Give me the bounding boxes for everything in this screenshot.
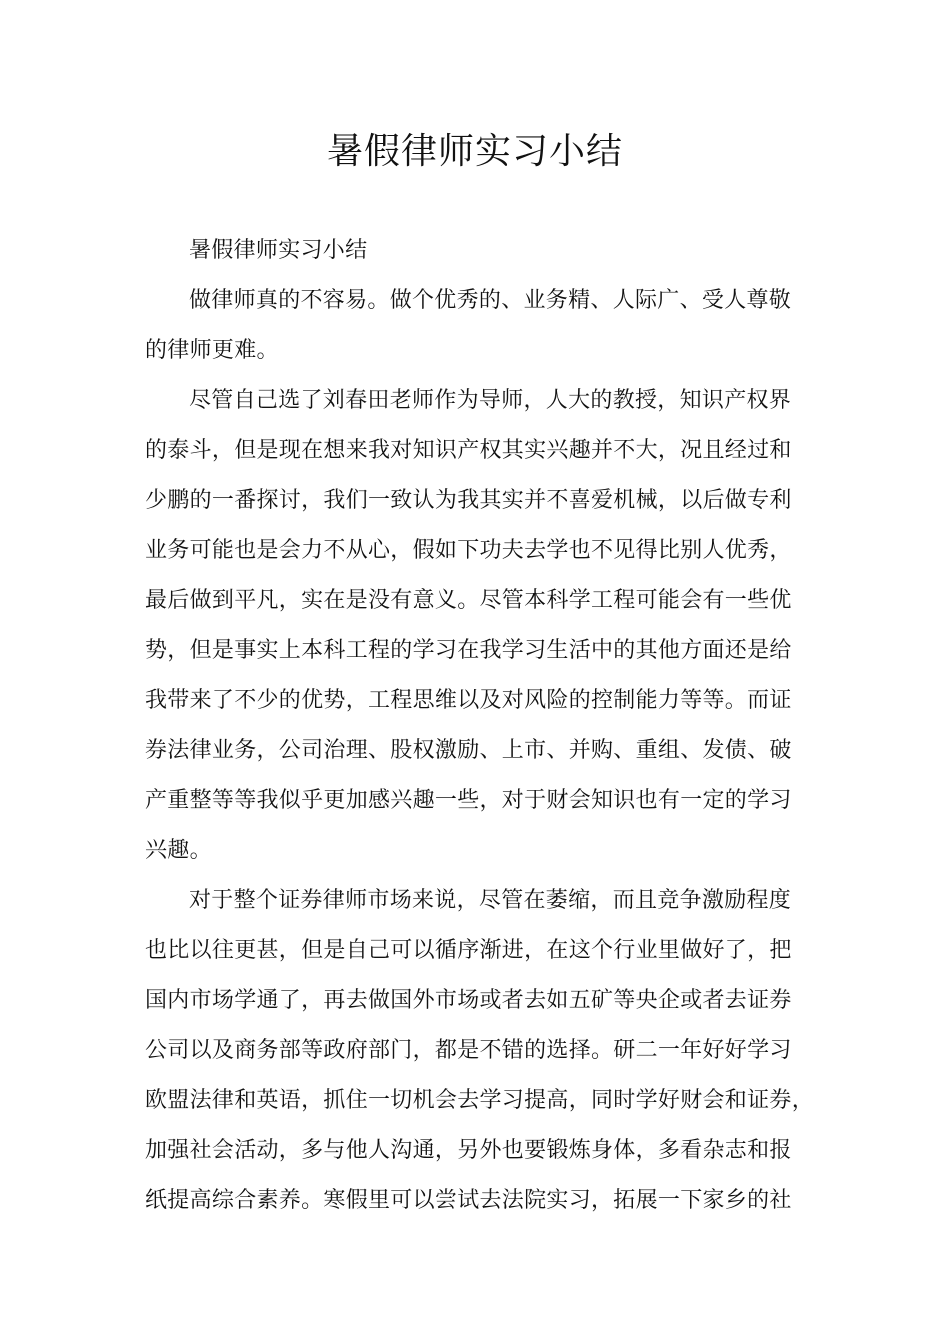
- paragraph-3: [145, 876, 820, 1226]
- paragraph-2: [145, 376, 820, 876]
- text-line: 纸提高综合素养。寒假里可以尝试去法院实习，拓展一下家乡的社: [145, 1188, 792, 1213]
- document-title: 暑假律师实习小结: [326, 131, 623, 172]
- text-line: 我带来了不少的优势，工程思维以及对风险的控制能力等等。而证: [145, 688, 792, 713]
- text-line: 产重整等等我似乎更加感兴趣一些，对于财会知识也有一定的学习: [145, 788, 792, 813]
- text-line: 券法律业务，公司治理、股权激励、上市、并购、重组、发债、破: [145, 738, 792, 763]
- paragraph-1: [145, 276, 820, 376]
- text-line: 最后做到平凡，实在是没有意义。尽管本科学工程可能会有一些优: [145, 588, 792, 613]
- text-line: 尽管自己选了刘春田老师作为导师，人大的教授，知识产权界: [189, 388, 792, 413]
- document-body: [145, 226, 820, 1226]
- text-line: 对于整个证券律师市场来说，尽管在萎缩，而且竞争激励程度: [189, 888, 792, 913]
- text-line: 做律师真的不容易。做个优秀的、业务精、人际广、受人尊敬: [189, 288, 792, 313]
- text-line: 国内市场学通了，再去做国外市场或者去如五矿等央企或者去证券: [145, 988, 792, 1013]
- text-line: 加强社会活动，多与他人沟通，另外也要锻炼身体，多看杂志和报: [145, 1138, 792, 1163]
- text-line: 也比以往更甚，但是自己可以循序渐进，在这个行业里做好了，把: [145, 938, 792, 963]
- text-line: 的律师更难。: [145, 338, 279, 363]
- text-line: 业务可能也是会力不从心，假如下功夫去学也不见得比别人优秀，: [145, 538, 792, 563]
- text-line: 的泰斗，但是现在想来我对知识产权其实兴趣并不大，况且经过和: [145, 438, 792, 463]
- paragraph-subtitle: [145, 226, 820, 276]
- text-line: 兴趣。: [145, 838, 212, 863]
- text-line: 欧盟法律和英语，抓住一切机会去学习提高，同时学好财会和证券，: [145, 1088, 815, 1113]
- text-line: 少鹏的一番探讨，我们一致认为我其实并不喜爱机械，以后做专利: [145, 488, 792, 513]
- text-line: 公司以及商务部等政府部门，都是不错的选择。研二一年好好学习: [145, 1038, 792, 1063]
- text-line: 暑假律师实习小结: [189, 238, 368, 263]
- text-line: 势，但是事实上本科工程的学习在我学习生活中的其他方面还是给: [145, 638, 792, 663]
